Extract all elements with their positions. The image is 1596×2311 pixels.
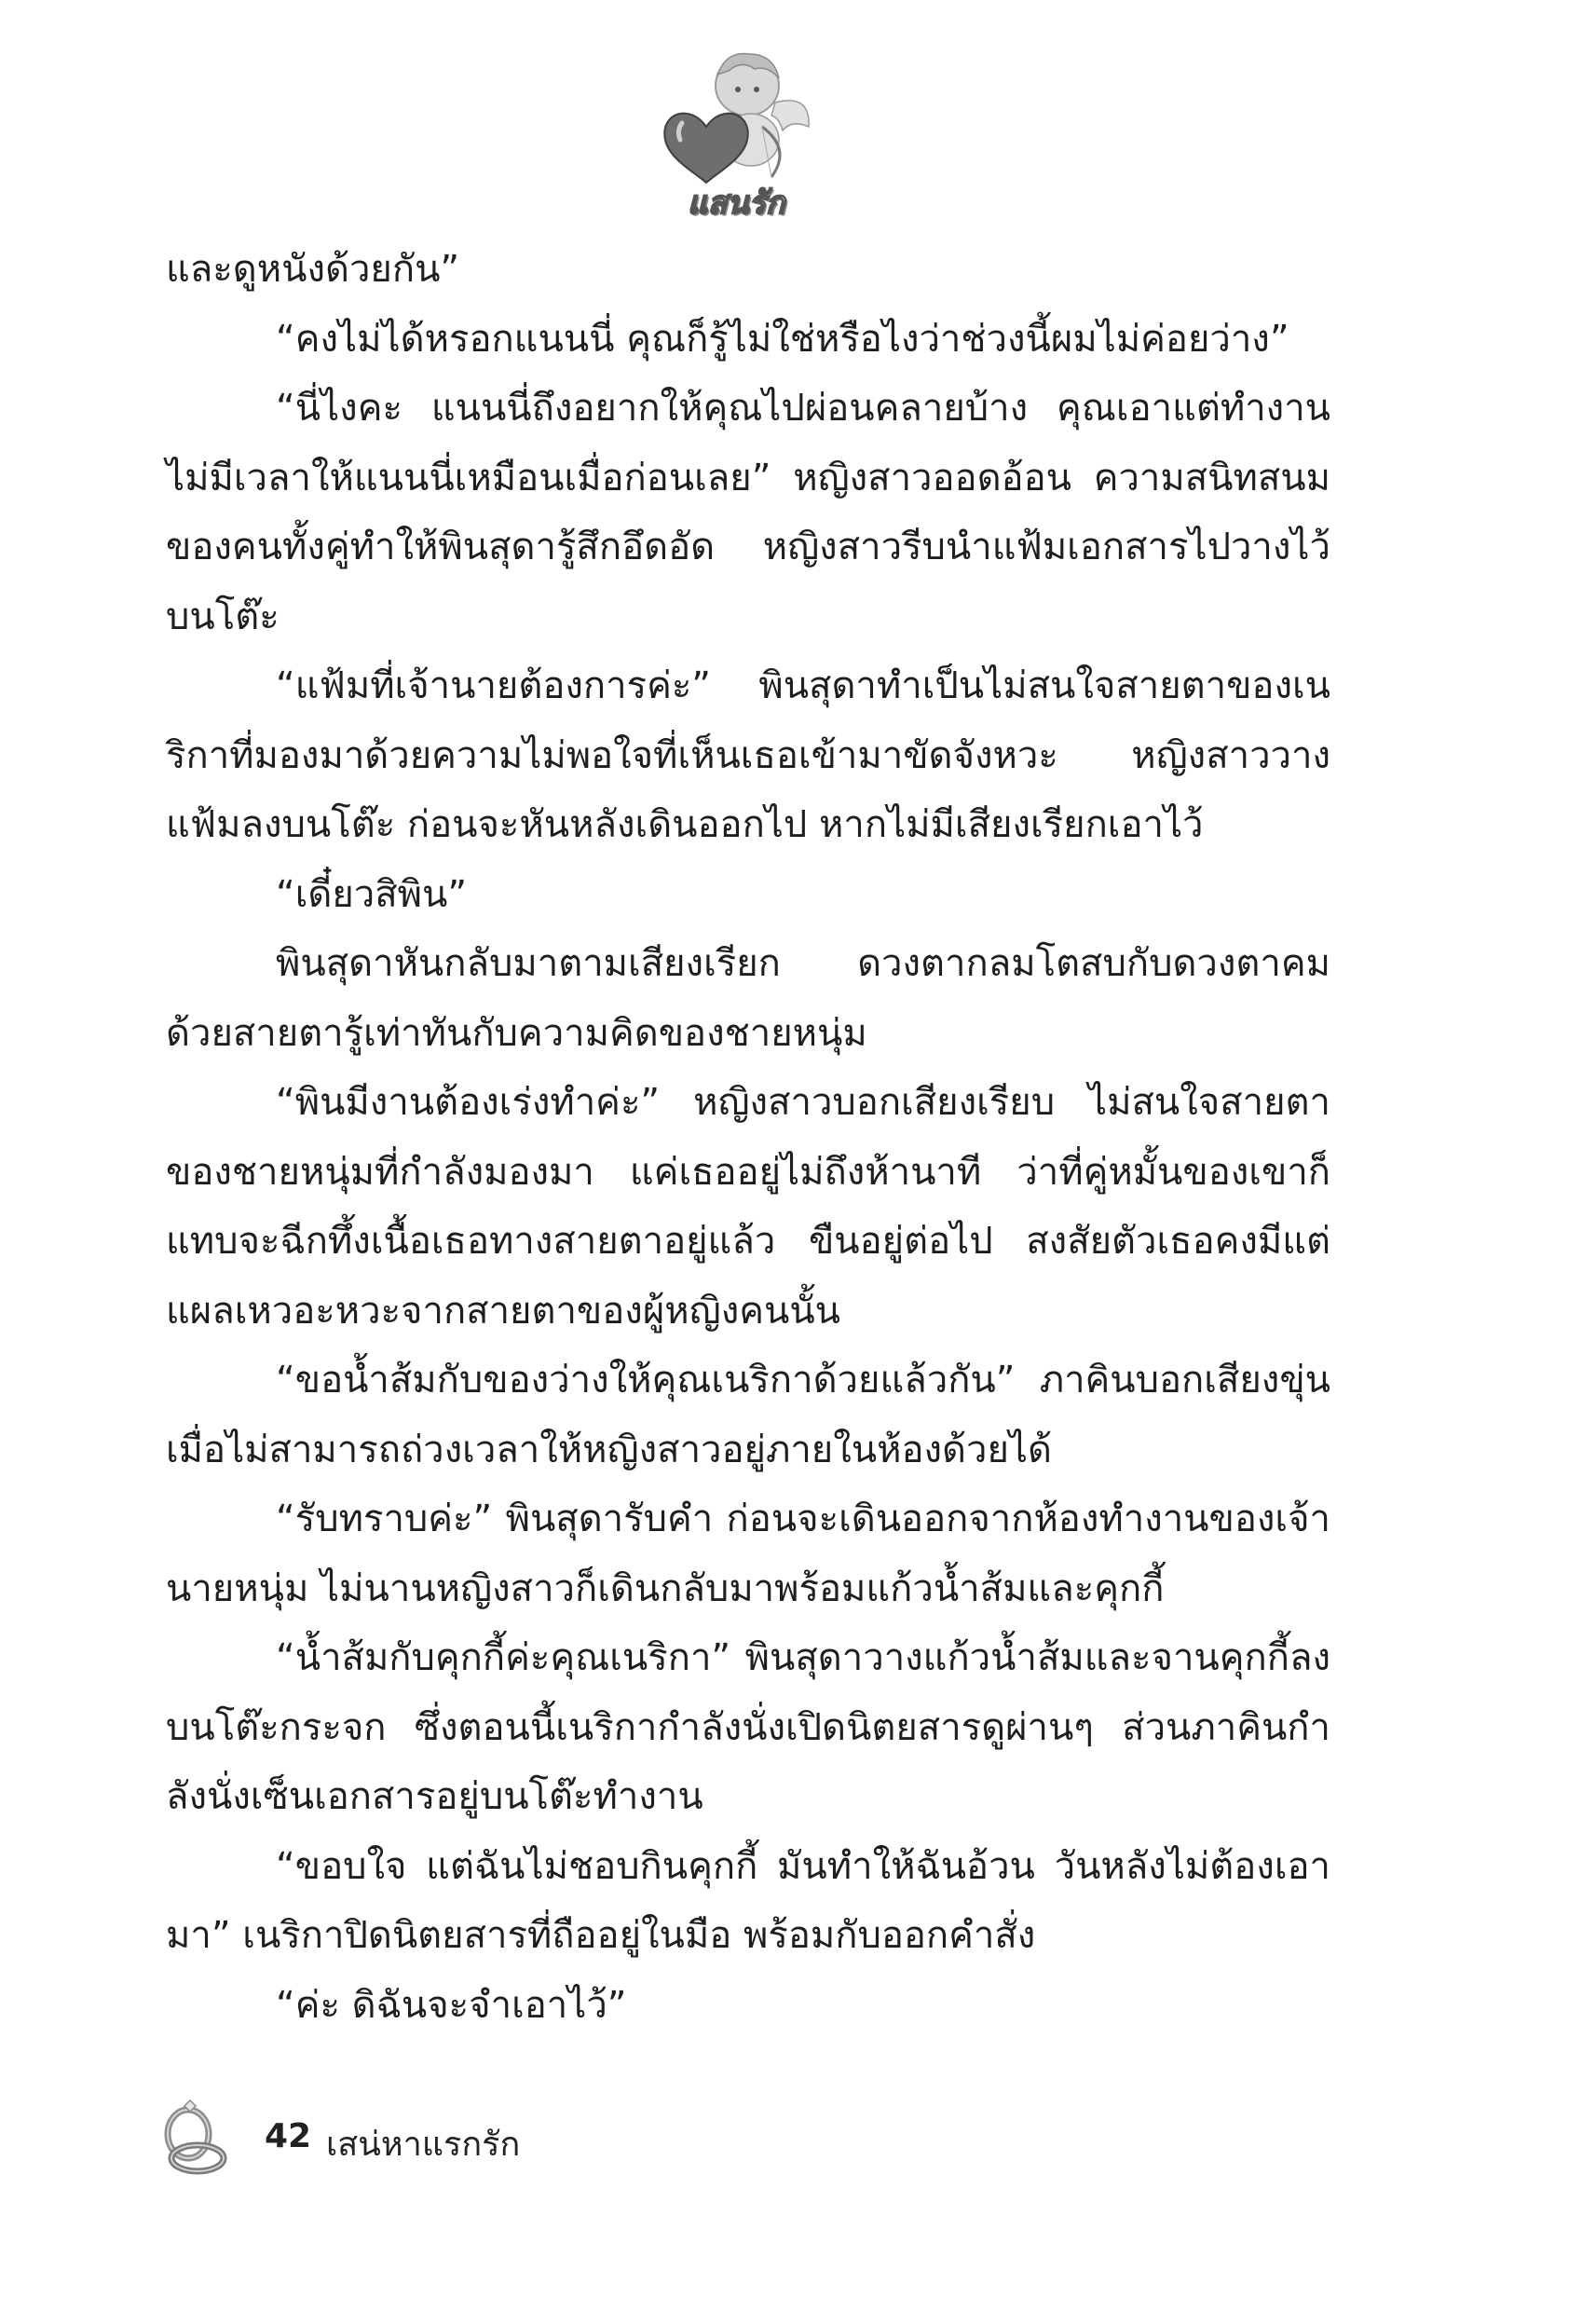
- paragraph: พินสุดาหันกลับมาตามเสียงเรียก ดวงตากลมโตสบกับดวงตาคมด้วยสายตารู้เท่าทันกับความคิดของชายหนุ่ม: [166, 942, 1330, 1055]
- page-footer: [157, 2097, 716, 2181]
- book-title: เสน่หาแรกรัก: [326, 2126, 521, 2164]
- paragraph: “นี่ไงคะ แนนนี่ถึงอยากให้คุณไปผ่อนคลายบ้าง คุณเอาแต่ทำงานไม่มีเวลาให้แนนนี่เหมือนเมื่อก่อนเลย” หญิงสาวออดอ้อน ความสนิทสนมของคนทั้งคู่ทำให้พินสุดารู้สึกอึดอัด หญิงสาวรีบนำแฟ้มเอกสารไปวางไว้บนโต๊ะ: [166, 387, 1330, 638]
- paragraph: และดูหนังด้วยกัน”: [166, 248, 460, 291]
- wedding-rings-icon: [157, 2097, 231, 2181]
- paragraph: “เดี๋ยวสิพิน”: [276, 872, 468, 916]
- paragraph: “แฟ้มที่เจ้านายต้องการค่ะ” พินสุดาทำเป็นไม่สนใจสายตาของเนริกาที่มองมาด้วยความไม่พอใจที่เห็นเธอเข้ามาขัดจังหวะ หญิงสาววางแฟ้มลงบนโต๊ะ ก่อนจะหันหลังเดินออกไป หากไม่มีเสียงเรียกเอาไว้: [166, 664, 1330, 846]
- paragraph: “คงไม่ได้หรอกแนนนี่ คุณก็รู้ไม่ใช่หรือไงว่าช่วงนี้ผมไม่ค่อยว่าง”: [276, 317, 1289, 361]
- header-logo: [652, 37, 820, 222]
- paragraph: “ขอน้ำส้มกับของว่างให้คุณเนริกาด้วยแล้วกัน” ภาคินบอกเสียงขุ่น เมื่อไม่สามารถถ่วงเวลาให้หญิงสาวอยู่ภายในห้องด้วยได้: [166, 1359, 1330, 1471]
- paragraph: “รับทราบค่ะ” พินสุดารับคำ ก่อนจะเดินออกจากห้องทำงานของเจ้านายหนุ่ม ไม่นานหญิงสาวก็เดินกลับมาพร้อมแก้วน้ำส้มและคุกกี้: [166, 1497, 1330, 1610]
- paragraph: “ขอบใจ แต่ฉันไม่ชอบกินคุกกี้ มันทำให้ฉันอ้วน วันหลังไม่ต้องเอามา” เนริกาปิดนิตยสารที่ถืออยู่ในมือ พร้อมกับออกคำสั่ง: [166, 1844, 1330, 1957]
- paragraph: “พินมีงานต้องเร่งทำค่ะ” หญิงสาวบอกเสียงเรียบ ไม่สนใจสายตาของชายหนุ่มที่กำลังมองมา แค่เธออยู่ไม่ถึงห้านาที ว่าที่คู่หมั้นของเขาก็แทบจะฉีกทึ้งเนื้อเธอทางสายตาอยู่แล้ว ขืนอยู่ต่อไป สงสัยตัวเธอคงมีแต่แผลเหวอะหวะจากสายตาของผู้หญิงคนนั้น: [166, 1081, 1330, 1333]
- logo-text: แสนรัก: [687, 185, 785, 222]
- paragraph: “ค่ะ ดิฉันจะจำเอาไว้”: [276, 1983, 627, 2027]
- body-text: [166, 235, 1330, 2040]
- paragraph: “น้ำส้มกับคุกกี้ค่ะคุณเนริกา” พินสุดาวางแก้วน้ำส้มและจานคุกกี้ลงบนโต๊ะกระจก ซึ่งตอนนี้เนริกากำลังนั่งเปิดนิตยสารดูผ่านๆ ส่วนภาคินกำลังนั่งเซ็นเอกสารอยู่บนโต๊ะทำงาน: [166, 1636, 1330, 1818]
- page-number: 42: [265, 2117, 312, 2155]
